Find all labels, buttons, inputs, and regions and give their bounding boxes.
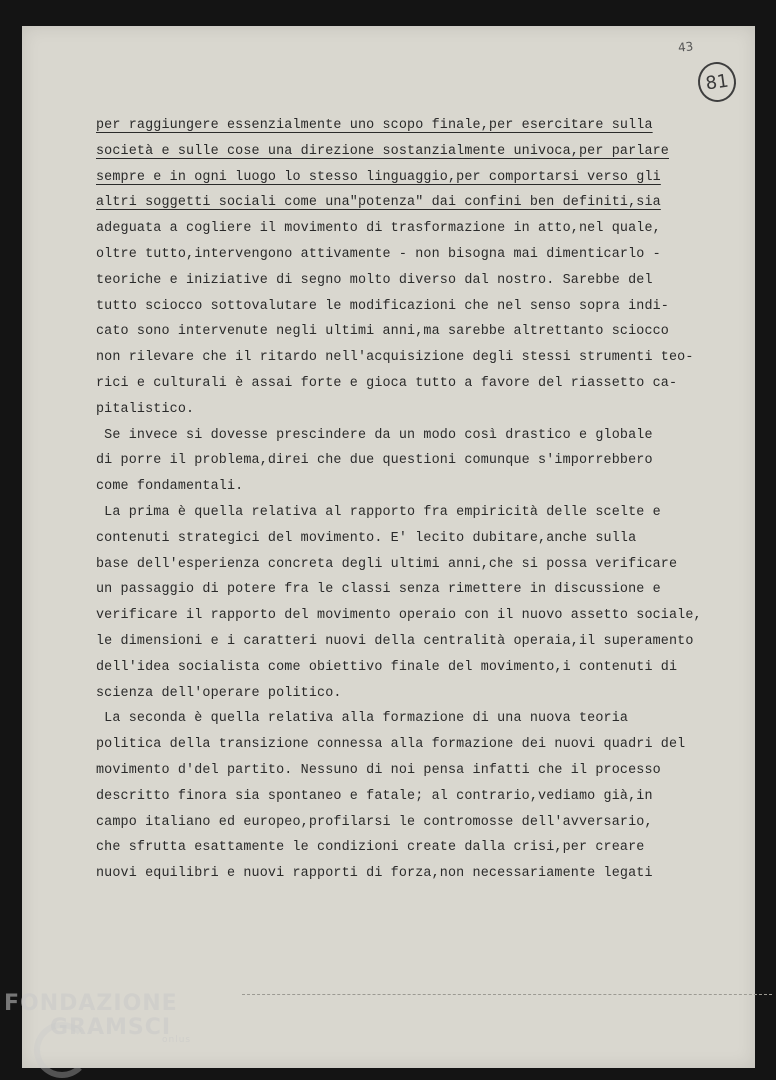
text-line: non rilevare che il ritardo nell'acquisizione degli stessi strumenti teo- (96, 350, 694, 366)
document-page (22, 26, 755, 1068)
folio-number: 81 (704, 70, 730, 94)
text-line: adeguata a cogliere il movimento di trasformazione in atto,nel quale, (96, 221, 661, 237)
text-line: teoriche e iniziative di segno molto diverso dal nostro. Sarebbe del (96, 272, 653, 288)
text-line: pitalistico. (96, 401, 195, 417)
dashed-divider (242, 994, 772, 995)
archive-watermark (4, 991, 192, 1045)
text-line: di porre il problema,direi che due questioni comunque s'imporrebbero (96, 453, 653, 469)
text-line: scienza dell'operare politico. (96, 685, 342, 701)
text-line: un passaggio di potere fra le classi senza rimettere in discussione e (96, 582, 661, 598)
text-line: La seconda è quella relativa alla formazione di una nuova teoria (96, 711, 629, 727)
text-line: La prima è quella relativa al rapporto fra empiricità delle scelte e (96, 504, 661, 520)
text-line: verificare il rapporto del movimento operaio con il nuovo assetto sociale, (96, 608, 702, 624)
text-line: politica della transizione connessa alla formazione dei nuovi quadri del (96, 737, 686, 753)
text-line: contenuti strategici del movimento. E' lecito dubitare,anche sulla (96, 530, 637, 546)
typed-text-body (96, 113, 702, 887)
text-line: come fondamentali. (96, 479, 244, 495)
text-line: cato sono intervenute negli ultimi anni,ma sarebbe altrettanto sciocco (96, 324, 669, 340)
text-line: dell'idea socialista come obiettivo finale del movimento,i contenuti di (96, 659, 678, 675)
text-line: movimento d'del partito. Nessuno di noi pensa infatti che il processo (96, 762, 661, 778)
watermark-logo-icon (34, 1022, 90, 1078)
text-line: base dell'esperienza concreta degli ultimi anni,che si possa verificare (96, 556, 678, 572)
text-line: Se invece si dovesse prescindere da un modo così drastico e globale (96, 427, 653, 443)
watermark-line1: FONDAZIONE (4, 991, 178, 1016)
text-line: che sfrutta esattamente le condizioni create dalla crisi,per creare (96, 840, 645, 856)
text-line: tutto sciocco sottovalutare le modificazioni che nel senso sopra indi- (96, 298, 669, 314)
text-line: per raggiungere essenzialmente uno scopo finale,per esercitare sulla (96, 118, 653, 133)
page-number: 43 (677, 39, 694, 55)
text-line: nuovi equilibri e nuovi rapporti di forza,non necessariamente legati (96, 866, 653, 882)
text-line: le dimensioni e i caratteri nuovi della centralità operaia,il superamento (96, 633, 694, 649)
text-line: altri soggetti sociali come una"potenza" dai confini ben definiti,sia (96, 195, 661, 211)
text-line: società e sulle cose una direzione sostanzialmente univoca,per parlare (96, 143, 669, 159)
watermark-line2: GRAMSCI (50, 1015, 172, 1040)
text-line: oltre tutto,intervengono attivamente - non bisogna mai dimenticarlo - (96, 246, 661, 262)
text-line: rici e culturali è assai forte e gioca tutto a favore del riassetto ca- (96, 375, 678, 391)
watermark-suffix: onlus (162, 1035, 192, 1045)
folio-stamp (695, 60, 738, 105)
text-line: campo italiano ed europeo,profilarsi le contromosse dell'avversario, (96, 814, 653, 830)
text-line: sempre e in ogni luogo lo stesso linguaggio,per comportarsi verso gli (96, 169, 661, 185)
text-line: descritto finora sia spontaneo e fatale; al contrario,vediamo già,in (96, 788, 653, 804)
